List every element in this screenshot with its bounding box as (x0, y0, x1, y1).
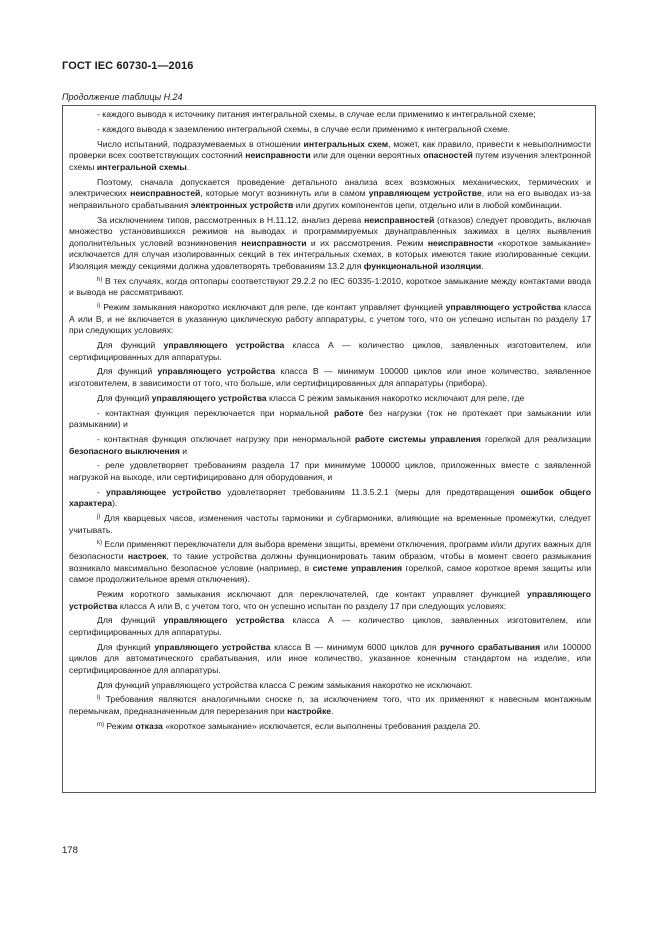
table-paragraph (69, 302, 591, 337)
text-run: удовлетворяет требованиям 11.3.5.2.1 (меры для предотвращения (221, 486, 521, 497)
text-run: . (481, 260, 484, 271)
defined-term: неисправностей (364, 214, 435, 225)
table-content (69, 109, 591, 736)
text-run: - контактная функция отключает нагрузку при ненормальной (97, 433, 355, 444)
defined-term: управляющее устройство (106, 486, 222, 497)
defined-term: безопасного выключения (69, 445, 180, 456)
text-run: - каждого вывода к источнику питания интегральной схемы, в случае если применимо к интегральной схеме; (97, 109, 536, 119)
table-paragraph (69, 340, 591, 363)
table-paragraph (69, 109, 591, 121)
text-run: Для функций (97, 340, 164, 350)
text-run: - каждого вывода к заземлению интегральной схемы, в случае если применимо к интегральной схеме. (97, 123, 511, 134)
table-paragraph (69, 589, 591, 612)
text-run: класса А — количество циклов, заявленных изготовителем, или сертифицированных для аппаратуры. (69, 340, 591, 362)
defined-term: неисправности (245, 150, 311, 161)
table-continuation-caption: Продолжение таблицы Н.24 (62, 92, 183, 102)
table-paragraph (69, 680, 591, 692)
defined-term: управляющего устройства (69, 588, 591, 611)
text-run: горелкой, самое короткое время защиты или самое продолжительное время отключения). (69, 562, 592, 585)
defined-term: управляющего устройства (157, 366, 276, 377)
defined-term: интегральной схемы (96, 161, 187, 172)
text-run: За исключением типов, рассмотренных в Н.11.12, анализ дерева (97, 214, 365, 225)
text-run: Режим (104, 720, 136, 731)
text-run: . (331, 706, 334, 717)
text-run: , которые могут возникнуть или в самом (200, 188, 369, 199)
table-paragraph (69, 393, 591, 405)
document-header: ГОСТ IEC 60730-1—2016 (62, 60, 194, 72)
defined-term: управляющего устройства (163, 340, 285, 350)
defined-term: отказа (135, 720, 163, 731)
defined-term: неисправности (241, 237, 307, 248)
text-run: класса С режим замыкания накоротко исключают для реле, где (266, 392, 525, 403)
footnote-marker: i) (97, 303, 101, 310)
table-paragraph (69, 215, 591, 273)
table-paragraph (69, 124, 591, 136)
text-run: Для функций (97, 392, 152, 403)
table-paragraph (69, 177, 591, 212)
text-run: «короткое замыкание» исключается для случая изолированных секций в тех интегральных схемах, в которых имеются такие изолированные секции. Изоляция между секциями должна удовлетворять требованиям 13.2 для (69, 237, 592, 271)
text-run: или других компонентов цепи, отдельно или в любой комбинации. (293, 199, 563, 210)
table-paragraph (69, 276, 591, 299)
defined-term: неисправностей (130, 188, 201, 199)
text-run: - (97, 486, 107, 497)
defined-term: работе (334, 407, 364, 418)
defined-term: работе системы управления (354, 433, 481, 444)
text-run: и их рассмотрения. Режим (306, 237, 428, 248)
table-paragraph (69, 513, 591, 536)
table-paragraph (69, 139, 591, 174)
text-run: Поэтому, сначала допускается проведение детального анализа всех возможных механических, термических и электрических (69, 176, 591, 199)
defined-term: настроек (127, 551, 167, 561)
table-paragraph (69, 615, 591, 638)
footnote-marker: l) (97, 695, 101, 702)
text-run: , или на его выводах из-за неправильного срабатывания (69, 188, 591, 210)
text-run: класса В — минимум 100000 циклов или иное количество, заявленное изготовителем, в зависимости от того, что больше, или сертифицированных для аппаратуры (прибора). (69, 366, 591, 388)
footnote-marker: k) (97, 540, 102, 547)
defined-term: управляющего устройства (154, 641, 271, 652)
text-run: - реле удовлетворяет требованиям раздела 17 при минимуме 100000 циклов, приложенных вместе с заявленной нагрузкой на выходе, или сертифицировано для оборудования, и (69, 460, 591, 482)
defined-term: опасностей (423, 150, 473, 161)
defined-term: управляющего устройства (151, 392, 267, 403)
defined-term: функциональной изоляции (363, 260, 482, 271)
table-paragraph (69, 460, 591, 483)
footnote-marker: j) (97, 514, 101, 521)
text-run: Для функций (97, 641, 155, 652)
text-run: и (179, 445, 188, 456)
defined-term: интегральных схем (303, 138, 389, 149)
table-paragraph (69, 721, 591, 733)
defined-term: ошибок общего характера (69, 486, 591, 509)
defined-term: настройке (287, 706, 332, 717)
text-run: Для функций управляющего устройства класса С режим замыкания накоротко не исключают. (97, 679, 473, 690)
table-paragraph (69, 642, 591, 677)
text-run: Если применяют переключатели для выбора времени защиты, времени отключения, программ и/или других важных для безопасности (69, 539, 591, 561)
text-run: Число испытаний, подразумеваемых в отношении (97, 138, 304, 149)
defined-term: неисправности (427, 237, 494, 248)
defined-term: системе управления (312, 562, 403, 573)
table-paragraph (69, 487, 591, 510)
defined-term: управляющего устройства (163, 615, 285, 626)
text-run: ). (112, 498, 118, 509)
text-run: путем изучения электронной схемы (69, 150, 591, 172)
defined-term: ручного срабатывания (440, 641, 541, 652)
text-run: В тех случаях, когда оптопары соответствуют 29.2.2 по IEC 60335-1:2010, короткое замыкание между контактами ввода и вывода не рассматривают. (69, 275, 591, 298)
footnote-marker: h) (97, 276, 103, 283)
table-paragraph (69, 539, 591, 585)
defined-term: управляющем устройстве (368, 188, 482, 199)
text-run: Требования являются аналогичными сноске n, за исключением того, что их применяют к навесным монтажным перемычкам, предназначенным для перерезания при (69, 694, 591, 717)
table-paragraph (69, 694, 591, 717)
text-run: класса А или В, и не включается в указанную циклическую работу аппаратуры, с учетом того, что он успешно испытан по разделу 17 при следующих условиях: (69, 302, 591, 336)
text-run: или 100000 циклов для автоматического срабатывания, или иное количество, указанное конечным стандартом на изделие, или сертифицированное для аппаратуры. (69, 641, 592, 675)
text-run: «короткое замыкание» исключается, если выполнены требования раздела 20. (162, 720, 481, 731)
table-paragraph (69, 434, 591, 457)
text-run: Для кварцевых часов, изменения частоты гармоники и субгармоники, влияющие на временные промежутки, следует учитывать. (69, 513, 591, 535)
table-paragraph (69, 366, 591, 389)
text-run: Режим короткого замыкания исключают для переключателей, где контакт управляет функцией (97, 588, 528, 599)
text-run: - контактная функция переключается при нормальной (97, 407, 334, 418)
text-run: Режим замыкания накоротко исключают для реле, где контакт управляет функцией (100, 302, 446, 313)
text-run: класса А — количество циклов, заявленных изготовителем, или сертифицированных для аппаратуры. (69, 615, 591, 637)
defined-term: электронных устройств (190, 199, 294, 210)
text-run: горелкой для реализации (480, 433, 591, 444)
text-run: Для функций (97, 366, 158, 377)
text-run: (отказов) следует проводить, включая множество установившихся режимов на выводах и программируемых двунаправленных зажимах в целях выявления дополнительных условий возникновения (69, 214, 591, 248)
text-run: без нагрузки (ток не протекает при замыкании или размыкании) и (69, 407, 592, 430)
text-run: . (186, 161, 190, 172)
text-run: класса А или В, с учетом того, что он успешно испытан по разделу 17 при следующих условиях: (117, 600, 507, 611)
footnote-marker: m) (97, 721, 104, 728)
page-number: 178 (62, 845, 78, 856)
text-run: Для функций (97, 615, 164, 626)
table-paragraph (69, 408, 591, 431)
defined-term: управляющего устройства (445, 302, 561, 313)
text-run: , может, как правило, привести к невыполнимости проверки всех соответствующих состояний (69, 138, 591, 161)
text-run: класса В — минимум 6000 циклов для (270, 641, 441, 652)
text-run: или для оценки вероятных (310, 150, 424, 161)
text-run: , то такие устройства должны функционировать таким образом, чтобы в момент своего размыкания возникало максимально безопасное условие (например, в (69, 551, 592, 573)
